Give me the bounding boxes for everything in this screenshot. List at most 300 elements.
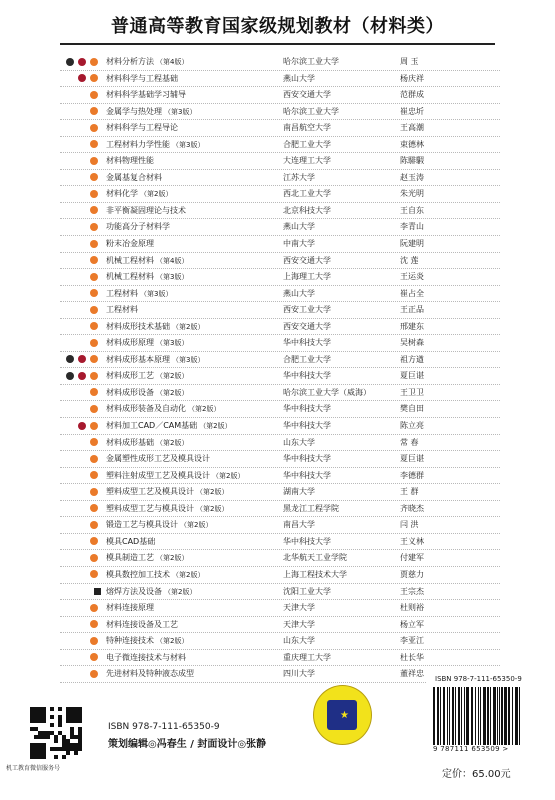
- qr-module: [46, 735, 50, 739]
- book-publisher: 黑龙江工程学院: [283, 503, 339, 513]
- book-title: [106, 435, 188, 452]
- book-edition: （第2版）: [156, 372, 189, 381]
- barcode-bar: [461, 687, 462, 745]
- book-title-text: 模具数控加工技术: [106, 569, 170, 579]
- book-marks: [60, 153, 104, 168]
- book-row: [60, 567, 500, 584]
- qr-module: [50, 715, 54, 719]
- book-marks: [60, 302, 104, 317]
- book-row: [60, 120, 500, 137]
- book-author: 王高潮: [400, 123, 424, 133]
- book-author: 王自东: [400, 205, 424, 215]
- book-marks: [60, 650, 104, 665]
- book-author: 夏巨谌: [400, 454, 424, 464]
- book-publisher: 华中科技大学: [283, 421, 331, 431]
- barcode-icon: [433, 687, 523, 745]
- book-publisher: 燕山大学: [283, 73, 315, 83]
- book-author: 付建军: [400, 553, 424, 563]
- barcode-bar: [493, 687, 495, 745]
- book-title: [106, 87, 186, 103]
- barcode-bar: [508, 687, 510, 745]
- book-marks: [60, 319, 104, 334]
- mark-orange-icon: [90, 339, 98, 347]
- barcode-digits: 9 787111 653509 >: [433, 745, 509, 753]
- book-publisher: 四川大学: [283, 669, 315, 679]
- mark-dark-icon: [66, 58, 74, 66]
- mark-orange-icon: [90, 240, 98, 248]
- book-row: [60, 186, 500, 203]
- barcode-bar: [433, 687, 435, 745]
- book-title-text: 先进材料及特种液态成型: [106, 669, 194, 679]
- book-row: [60, 87, 500, 104]
- book-publisher: 北华航天工业学院: [283, 553, 347, 563]
- mark-orange-icon: [90, 570, 98, 578]
- qr-module: [78, 747, 82, 751]
- book-title-text: 材料连接设备及工艺: [106, 619, 178, 629]
- book-title: [106, 401, 220, 418]
- mark-orange-icon: [90, 91, 98, 99]
- qr-module: [42, 743, 46, 759]
- book-title-text: 材料分析方法: [106, 57, 154, 66]
- qr-module: [50, 723, 54, 727]
- book-title: [106, 385, 188, 402]
- book-publisher: 哈尔滨工业大学（威海）: [283, 387, 371, 397]
- mark-orange-icon: [90, 422, 98, 430]
- book-publisher: 合肥工业大学: [283, 139, 331, 149]
- barcode-bar: [437, 687, 439, 745]
- book-title: [106, 534, 155, 550]
- book-title: [106, 484, 228, 501]
- book-title: [106, 600, 154, 616]
- barcode-bar: [501, 687, 503, 745]
- book-marks: [60, 534, 104, 549]
- book-title: [106, 468, 244, 485]
- book-edition: （第2版）: [196, 488, 229, 497]
- mark-orange-icon: [90, 604, 98, 612]
- book-edition: （第3版）: [164, 107, 197, 116]
- barcode-bar: [464, 687, 466, 745]
- book-title: [106, 302, 138, 318]
- mark-orange-icon: [90, 488, 98, 496]
- qr-module: [34, 711, 42, 719]
- book-author: 李青山: [400, 222, 424, 232]
- book-title: [106, 633, 188, 650]
- book-publisher: 华中科技大学: [283, 470, 331, 480]
- book-marks: [60, 501, 104, 516]
- book-marks: [60, 385, 104, 400]
- book-author: 沈 莲: [400, 255, 419, 265]
- book-edition: （第2版）: [180, 521, 213, 530]
- book-marks: [60, 401, 104, 416]
- mark-orange-icon: [90, 223, 98, 231]
- book-title: [106, 104, 196, 121]
- book-title: [106, 71, 178, 87]
- qr-caption: 机工教育微信服务号: [6, 765, 61, 772]
- barcode-bar: [515, 687, 517, 745]
- book-publisher: 上海理工大学: [283, 272, 331, 282]
- book-title: [106, 269, 188, 286]
- book-author: 崔占全: [400, 288, 424, 298]
- book-row: [60, 104, 500, 121]
- qr-module: [54, 755, 58, 759]
- qr-module: [74, 751, 78, 755]
- book-title-text: 材料成形基本原理: [106, 354, 170, 364]
- book-edition: （第3版）: [140, 289, 173, 298]
- book-marks: [60, 418, 104, 433]
- book-list: [60, 54, 500, 683]
- book-row: [60, 319, 500, 336]
- book-author: 阮建明: [400, 239, 424, 249]
- book-row: [60, 385, 500, 402]
- book-publisher: 华中科技大学: [283, 454, 331, 464]
- book-row: [60, 71, 500, 88]
- book-title-text: 材料成形技术基础: [106, 321, 170, 331]
- book-title-text: 材料成形基础: [106, 437, 154, 447]
- book-title: [106, 650, 186, 666]
- book-publisher: 西安交通大学: [283, 255, 331, 265]
- book-row: [60, 401, 500, 418]
- book-marks: [60, 253, 104, 268]
- book-row: [60, 617, 500, 634]
- book-title-text: 材料物理性能: [106, 156, 154, 166]
- book-marks: [60, 236, 104, 251]
- top-rule: [60, 43, 495, 45]
- book-title-text: 模具CAD基础: [106, 536, 156, 546]
- book-title-text: 金属塑性成形工艺及模具设计: [106, 454, 210, 464]
- book-edition: （第2版）: [164, 587, 197, 596]
- book-author: 樊自田: [400, 404, 424, 414]
- book-row: [60, 54, 500, 71]
- mark-red-icon: [78, 74, 86, 82]
- book-title-text: 材料成形装备及自动化: [106, 404, 186, 414]
- book-publisher: 山东大学: [283, 437, 315, 447]
- book-publisher: 天津大学: [283, 619, 315, 629]
- book-title-text: 材料加工CAD／CAM基础: [106, 421, 198, 431]
- book-title-text: 锻造工艺与模具设计: [106, 520, 178, 530]
- book-edition: （第2版）: [196, 504, 229, 513]
- book-title-text: 塑料成型工艺及模具设计: [106, 487, 194, 497]
- book-publisher: 大连理工大学: [283, 156, 331, 166]
- book-title: [106, 319, 204, 336]
- mark-orange-icon: [90, 653, 98, 661]
- book-author: 朱光明: [400, 189, 424, 199]
- book-author: 贾慈力: [400, 569, 424, 579]
- book-title: [106, 335, 188, 352]
- mark-orange-icon: [90, 405, 98, 413]
- book-edition: （第2版）: [156, 438, 189, 447]
- price: 定价：65.00元: [442, 769, 511, 780]
- book-author: 陈立亮: [400, 421, 424, 431]
- book-publisher: 江苏大学: [283, 172, 315, 182]
- book-title: [106, 120, 178, 136]
- book-author: 崔忠圻: [400, 106, 424, 116]
- book-author: 王正品: [400, 305, 424, 315]
- barcode-bar: [480, 687, 482, 745]
- book-marks: [60, 617, 104, 632]
- mark-orange-icon: [90, 58, 98, 66]
- book-title: [106, 617, 178, 633]
- book-edition: （第2版）: [156, 554, 189, 563]
- series-title: 普通高等教育国家级规划教材（材料类）: [111, 16, 444, 37]
- mark-orange-icon: [90, 140, 98, 148]
- book-row: [60, 137, 500, 154]
- mark-orange-icon: [90, 173, 98, 181]
- book-title: [106, 352, 204, 369]
- book-title-text: 材料成形原理: [106, 338, 154, 348]
- book-row: [60, 451, 500, 468]
- book-row: [60, 219, 500, 236]
- barcode-bar: [447, 687, 448, 745]
- qr-module: [34, 747, 42, 755]
- barcode-bar: [499, 687, 501, 745]
- mark-orange-icon: [90, 388, 98, 396]
- book-edition: （第2版）: [172, 322, 205, 331]
- book-title-text: 机械工程材料: [106, 255, 154, 265]
- publisher-logo-icon: [313, 685, 372, 745]
- book-marks: [60, 87, 104, 102]
- book-marks: [60, 203, 104, 218]
- book-row: [60, 650, 500, 667]
- book-title-text: 粉末冶金原理: [106, 239, 154, 249]
- book-edition: （第2版）: [188, 405, 221, 414]
- barcode-bar: [512, 687, 514, 745]
- book-title: [106, 186, 172, 203]
- mark-orange-icon: [90, 504, 98, 512]
- book-title: [106, 451, 210, 467]
- mark-orange-icon: [90, 521, 98, 529]
- book-author: 闫 洪: [400, 520, 419, 530]
- barcode-bar: [452, 687, 454, 745]
- book-marks: [60, 368, 104, 383]
- book-title: [106, 170, 162, 186]
- logo-star-icon: ★: [340, 710, 349, 721]
- barcode-bar: [475, 687, 476, 745]
- book-author: 吴树森: [400, 338, 424, 348]
- mark-red-icon: [78, 372, 86, 380]
- book-row: [60, 352, 500, 369]
- book-title: [106, 418, 232, 435]
- book-row: [60, 203, 500, 220]
- book-marks: [60, 600, 104, 615]
- book-edition: （第2版）: [199, 422, 232, 431]
- book-edition: （第2版）: [140, 190, 173, 199]
- barcode-bar: [466, 687, 468, 745]
- book-publisher: 重庆理工大学: [283, 652, 331, 662]
- mark-orange-icon: [90, 190, 98, 198]
- mark-orange-icon: [90, 372, 98, 380]
- book-title: [106, 517, 212, 534]
- book-publisher: 西安交通大学: [283, 90, 331, 100]
- book-title-text: 电子微连接技术与材料: [106, 652, 186, 662]
- qr-code-icon: [30, 707, 82, 759]
- book-marks: [60, 269, 104, 284]
- book-publisher: 天津大学: [283, 603, 315, 613]
- book-row: [60, 335, 500, 352]
- mark-orange-icon: [90, 124, 98, 132]
- mark-dark-icon: [66, 372, 74, 380]
- book-title-text: 金属基复合材料: [106, 172, 162, 182]
- book-edition: （第2版）: [212, 471, 245, 480]
- book-row: [60, 153, 500, 170]
- book-title-text: 非平衡凝固理论与技术: [106, 205, 186, 215]
- book-title-text: 塑料注射成型工艺及模具设计: [106, 470, 210, 480]
- book-row: [60, 236, 500, 253]
- book-edition: （第3版）: [172, 355, 205, 364]
- book-marks: [60, 517, 104, 532]
- book-title-text: 工程材料力学性能: [106, 139, 170, 149]
- book-title-text: 机械工程材料: [106, 272, 154, 282]
- book-marks: [60, 468, 104, 483]
- book-marks: [60, 120, 104, 135]
- book-author: 王宗杰: [400, 586, 424, 596]
- book-author: 王运炎: [400, 272, 424, 282]
- book-marks: [60, 451, 104, 466]
- book-row: [60, 534, 500, 551]
- book-publisher: 哈尔滨工业大学: [283, 57, 339, 66]
- mark-red-icon: [78, 58, 86, 66]
- book-title: [106, 219, 170, 235]
- book-marks: [60, 286, 104, 301]
- book-marks: [60, 666, 104, 681]
- qr-module: [62, 755, 66, 759]
- mark-orange-icon: [90, 306, 98, 314]
- book-marks: [60, 584, 104, 599]
- book-title: [106, 253, 188, 270]
- book-author: 齐晓杰: [400, 503, 424, 513]
- book-title: [106, 203, 186, 219]
- book-author: 李亚江: [400, 636, 424, 646]
- book-edition: （第3版）: [172, 140, 205, 149]
- book-edition: （第3版）: [156, 339, 189, 348]
- book-row: [60, 517, 500, 534]
- book-edition: （第4版）: [156, 256, 189, 265]
- qr-module: [50, 707, 54, 711]
- book-row: [60, 484, 500, 501]
- book-title-text: 材料化学: [106, 189, 138, 199]
- mark-orange-icon: [90, 273, 98, 281]
- book-publisher: 合肥工业大学: [283, 354, 331, 364]
- barcode-box: [427, 675, 527, 765]
- barcode-bar: [471, 687, 473, 745]
- book-author: 王 群: [400, 487, 419, 497]
- book-title: [106, 368, 188, 385]
- book-author: 邢建东: [400, 321, 424, 331]
- book-publisher: 湖南大学: [283, 487, 315, 497]
- book-edition: （第2版）: [172, 570, 205, 579]
- book-row: [60, 600, 500, 617]
- book-title: [106, 501, 228, 518]
- book-author: 杨庆祥: [400, 73, 424, 83]
- qr-module: [58, 723, 62, 727]
- mark-orange-icon: [90, 206, 98, 214]
- book-title: [106, 666, 194, 682]
- book-title-text: 材料成形设备: [106, 387, 154, 397]
- mark-orange-icon: [90, 322, 98, 330]
- book-title-text: 熔焊方法及设备: [106, 586, 162, 596]
- mark-orange-icon: [90, 670, 98, 678]
- book-row: [60, 269, 500, 286]
- book-title-text: 材料科学与工程导论: [106, 123, 178, 133]
- barcode-bar: [478, 687, 479, 745]
- book-publisher: 南昌航空大学: [283, 123, 331, 133]
- mark-orange-icon: [90, 256, 98, 264]
- book-publisher: 上海工程技术大学: [283, 569, 347, 579]
- book-publisher: 燕山大学: [283, 222, 315, 232]
- qr-module: [58, 707, 62, 711]
- book-title: [106, 550, 188, 567]
- qr-module: [54, 739, 58, 743]
- isbn-text: ISBN 978-7-111-65350-9: [108, 722, 220, 732]
- qr-module: [78, 707, 82, 723]
- book-row: [60, 501, 500, 518]
- book-author: 杨立军: [400, 619, 424, 629]
- barcode-bar: [483, 687, 485, 745]
- book-author: 董祥忠: [400, 669, 424, 679]
- book-title-text: 材料成形工艺: [106, 371, 154, 381]
- book-marks: [60, 567, 104, 582]
- mark-orange-icon: [90, 355, 98, 363]
- book-marks: [60, 633, 104, 648]
- mark-orange-icon: [90, 554, 98, 562]
- barcode-bar: [490, 687, 492, 745]
- book-title-text: 功能高分子材料学: [106, 222, 170, 232]
- book-publisher: 西北工业大学: [283, 189, 331, 199]
- book-publisher: 华中科技大学: [283, 338, 331, 348]
- book-row: [60, 418, 500, 435]
- book-author: 陈騑騢: [400, 156, 424, 166]
- book-title-text: 模具制造工艺: [106, 553, 154, 563]
- book-marks: [60, 550, 104, 565]
- book-marks: [60, 137, 104, 152]
- mark-orange-icon: [90, 107, 98, 115]
- book-author: 王义林: [400, 536, 424, 546]
- book-title-text: 材料科学基础学习辅导: [106, 90, 186, 100]
- book-marks: [60, 484, 104, 499]
- barcode-bar: [458, 687, 460, 745]
- book-author: 夏巨谌: [400, 371, 424, 381]
- book-row: [60, 550, 500, 567]
- barcode-bar: [487, 687, 489, 745]
- book-publisher: 华中科技大学: [283, 536, 331, 546]
- mark-orange-icon: [90, 438, 98, 446]
- book-publisher: 华中科技大学: [283, 404, 331, 414]
- book-title: [106, 584, 196, 601]
- book-marks: [60, 104, 104, 119]
- book-publisher: 沈阳工业大学: [283, 586, 331, 596]
- book-edition: （第3版）: [156, 273, 189, 282]
- book-marks: [60, 170, 104, 185]
- mark-orange-icon: [90, 637, 98, 645]
- book-publisher: 中南大学: [283, 239, 315, 249]
- book-edition: （第2版）: [156, 388, 189, 397]
- book-edition: （第2版）: [156, 637, 189, 646]
- book-publisher: 西安工业大学: [283, 305, 331, 315]
- book-title-text: 特种连接技术: [106, 636, 154, 646]
- book-author: 赵玉涛: [400, 172, 424, 182]
- book-publisher: 哈尔滨工业大学: [283, 106, 339, 116]
- book-row: [60, 584, 500, 601]
- book-author: 杜长华: [400, 652, 424, 662]
- book-marks: [60, 352, 104, 367]
- book-title: [106, 286, 172, 303]
- barcode-bar: [519, 687, 520, 745]
- mark-red-icon: [78, 422, 86, 430]
- book-title: [106, 567, 204, 584]
- book-title-text: 材料连接原理: [106, 603, 154, 613]
- book-author: 周 玉: [400, 57, 419, 66]
- book-publisher: 南昌大学: [283, 520, 315, 530]
- qr-module: [70, 711, 78, 719]
